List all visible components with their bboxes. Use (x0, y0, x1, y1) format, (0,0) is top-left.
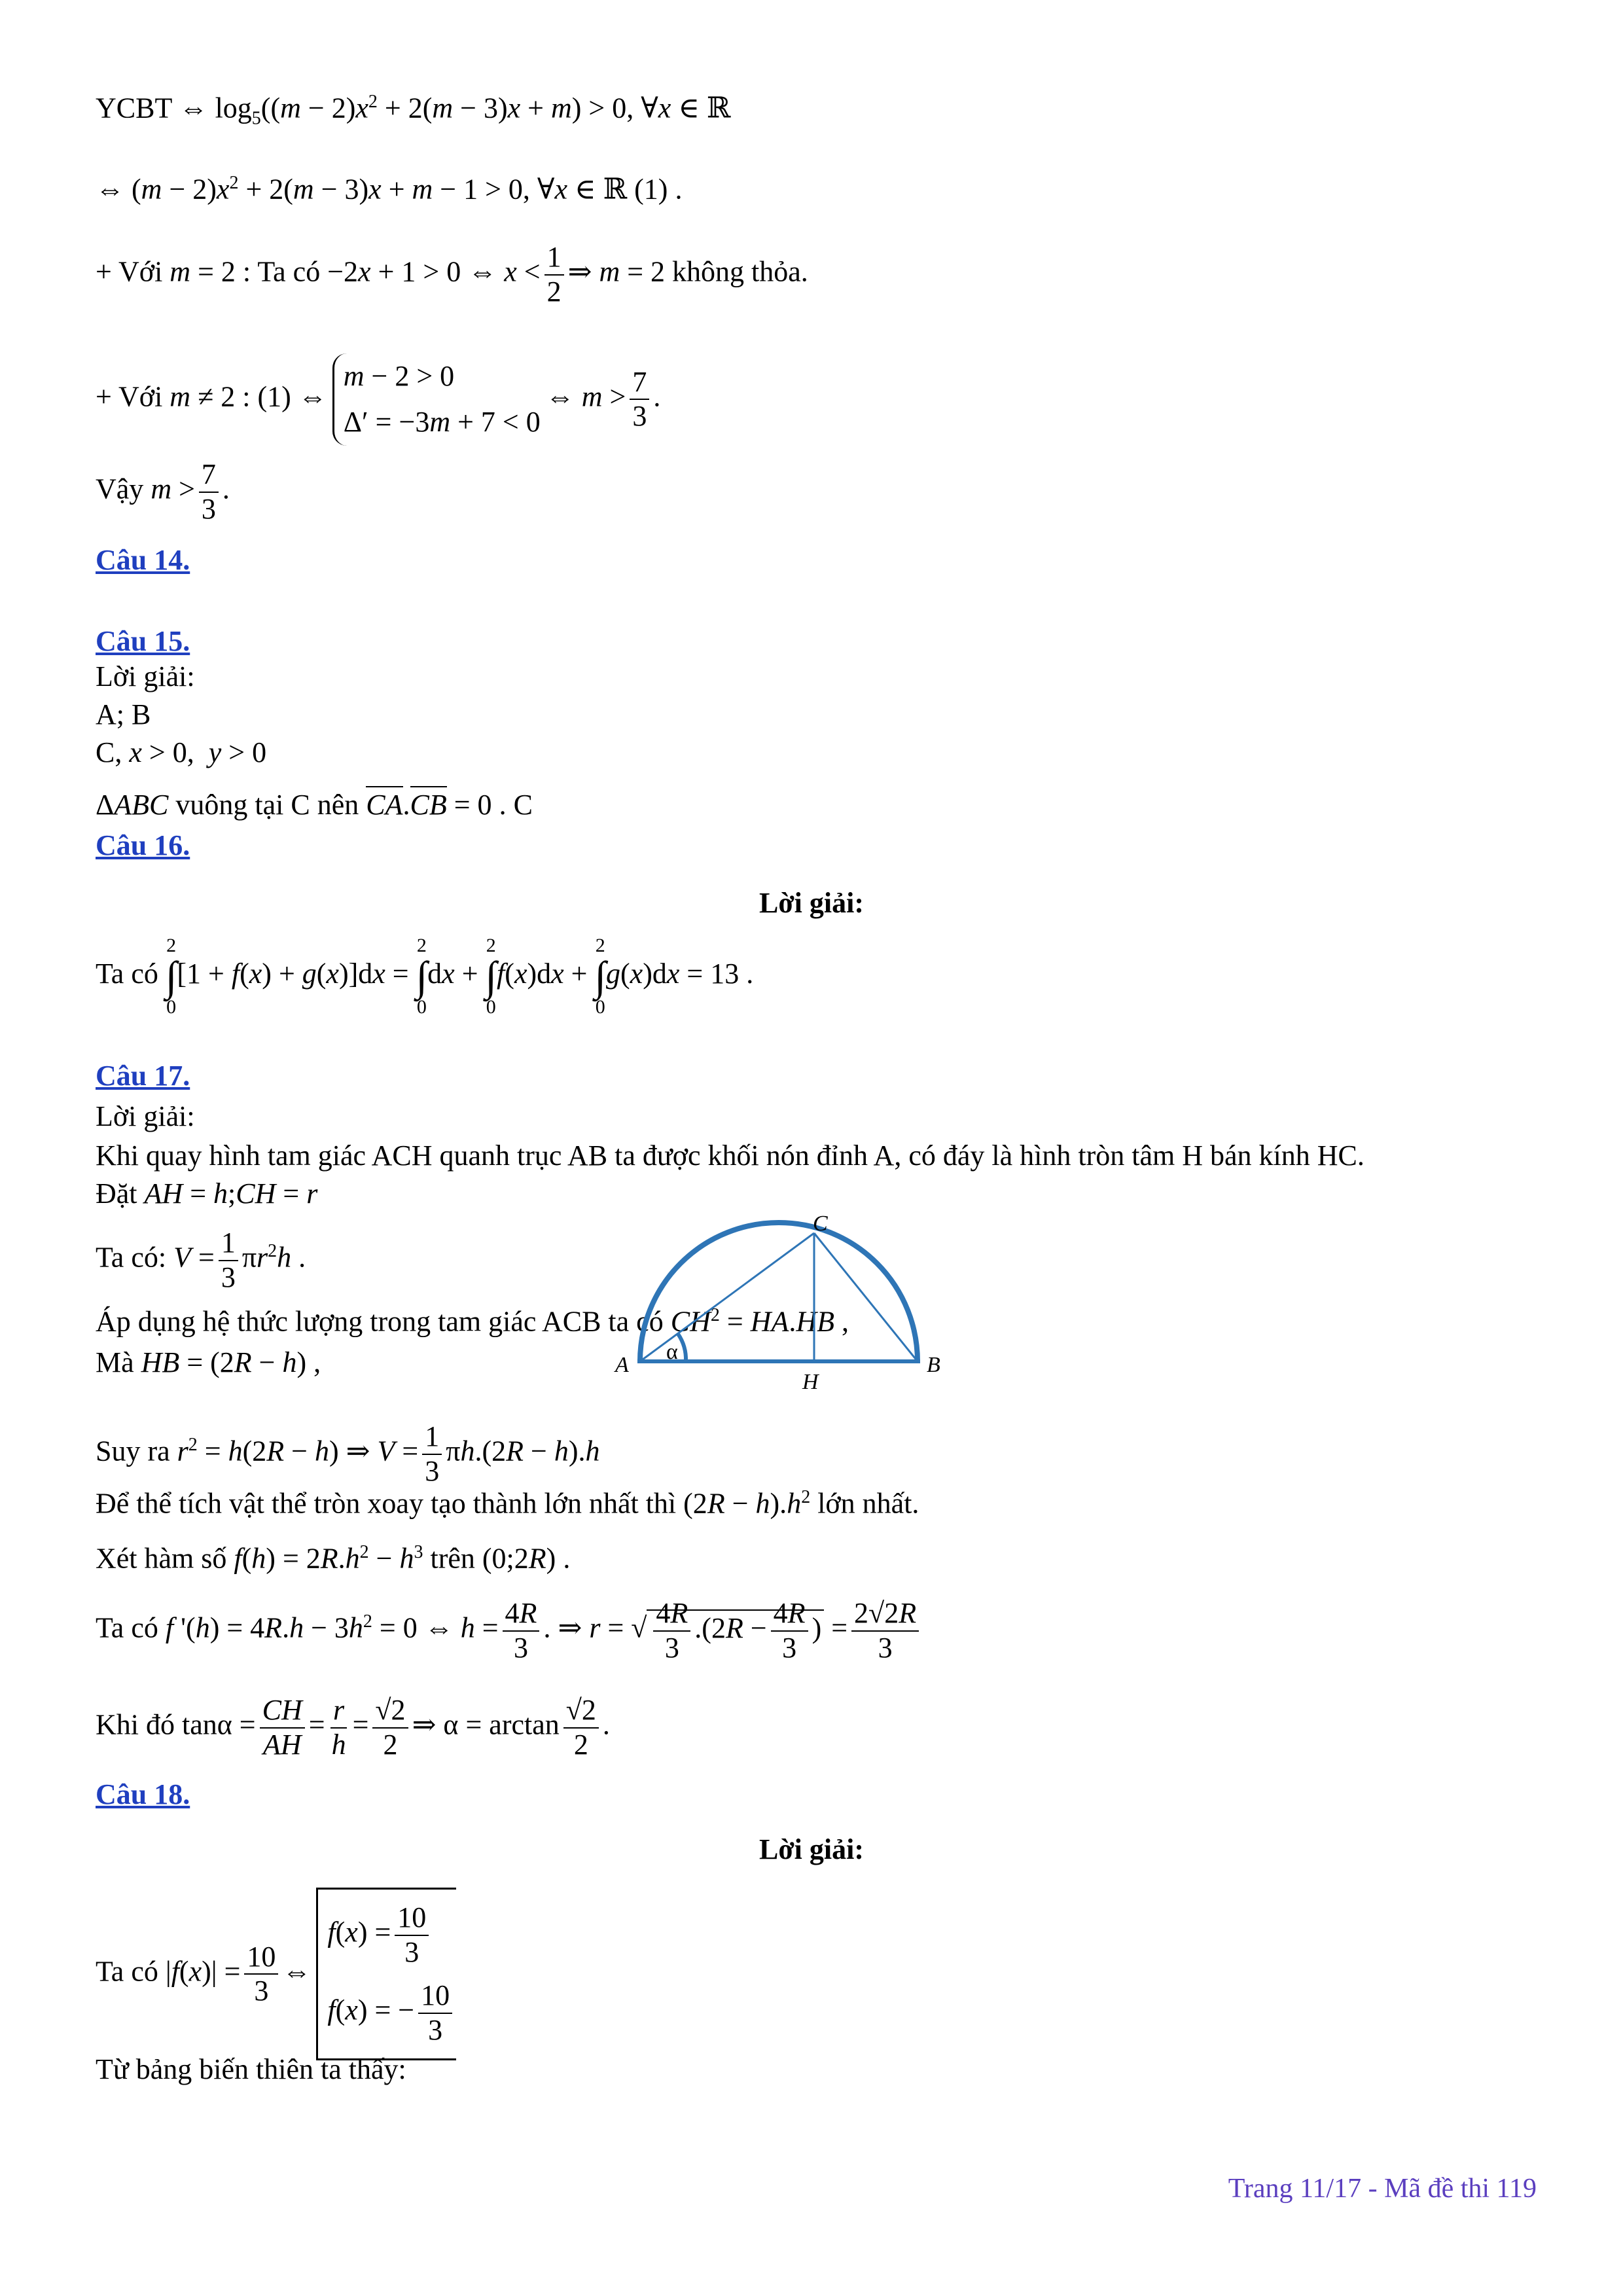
question-16-heading: Câu 16. (96, 829, 190, 861)
c17-apdung: Áp dụng hệ thức lượng trong tam giác ACB ta có (96, 1305, 664, 1338)
c15-c-end: . C (499, 789, 533, 821)
c17-ma-line: Mà HB = (2R − h) , (96, 1346, 321, 1378)
case2-prefix: + Với (96, 380, 163, 413)
c17-derivative-line: Ta có f '$(h) = 4R.h - 3h^2 = 0$ ⇔ h = $\frac{4R}{3}$ . ⇒ r = √ $\frac{4R}{3}$ .(2R − $\frac{4R}{3}$ ) = $\frac{2√2R}{3}$ (96, 1597, 923, 1664)
label-h: H (802, 1370, 819, 1394)
c17-de: Để thể tích vật thể tròn xoay tạo thành lớn nhất thì (96, 1487, 677, 1520)
c15-c: C, (96, 736, 122, 768)
page-footer: Trang 11/17 - Mã đề thi 119 (1228, 2174, 1537, 2204)
label-a: A (615, 1353, 629, 1377)
c17-dat-line: Đặt AH = h;CH = r (96, 1177, 318, 1210)
case-end: không thỏa. (672, 255, 808, 288)
case-prefix: + Với (96, 255, 163, 288)
c18-abs-line: Ta có |f(x)| = $\frac{10}{3}$ ⇔ f(x) = $\frac{10}{3}$ f(x) = − $\frac{10}{3}$ (96, 1888, 461, 2060)
c17-loi-giai: Lời giải: (96, 1100, 195, 1132)
c15-vector-line: ΔABC vuông tại C nên CA.CB = 0 . C (96, 791, 533, 819)
eq-conclusion: Vậy m > $\frac{7}{3}$ . (96, 458, 230, 525)
c17-suyra: Suy ra (96, 1435, 170, 1467)
c17-xet: Xét hàm số (96, 1542, 227, 1575)
c17-khido: Khi đó (96, 1708, 175, 1741)
c17-suyra-line: Suy ra $r^2 = h(2R - h)$ ⇒ V = $\frac{1}{3}$ πh.(2R − h).h (96, 1420, 600, 1487)
c18-tu-line: Từ bảng biến thiên ta thấy: (96, 2053, 406, 2085)
c17-de-end: lớn nhất. (817, 1487, 919, 1520)
c16-integral-line: Ta có 2 ∫ 0 [1 + f(x) + g(x)]dx = 2 ∫ 0 dx + 2 ∫ 0 f(x)dx + 2 ∫ 0 g(x)dx = 13 . (96, 935, 754, 1018)
c18-loi-giai: Lời giải: (758, 1833, 865, 1865)
c17-dat: Đặt (96, 1177, 137, 1210)
c15-c-line: C, x > 0, y > 0 (96, 736, 267, 768)
c15-ab: A; B (96, 698, 151, 730)
question-17-heading: Câu 17. (96, 1060, 190, 1092)
angle-alpha-arc (678, 1334, 686, 1361)
eq-case-mne2: + Với m ≠ 2 : (1) ⇔ m − 2 > 0 Δ′ = −3m + 7 < 0 ⇔ m > $\frac{7}{3}$ . (96, 353, 660, 446)
eq-ycbt: YCBT ⇔ $\log_5((m - 2)x^2 + 2(m - 3)x + m) > 0$, ∀x ∈ ℝ (96, 92, 731, 129)
c17-ma: Mà (96, 1346, 134, 1378)
c17-volume-line: Ta có: V = $\frac{1}{3}$ $\pi r^2h$ . (96, 1227, 306, 1293)
c17-xet-line: Xét hàm số $f(h) = 2R.h^2 - h^3$ trên (0;2R) . (96, 1542, 571, 1575)
question-15-heading: Câu 15. (96, 625, 190, 657)
c17-apdung-line: Áp dụng hệ thức lượng trong tam giác ACB ta có $CH^2 = HA.HB$ , (96, 1305, 849, 1338)
eq-case-m2: + Với m = 2 : Ta có −2x + 1 > 0 ⇔ x < $\frac{1}{2}$ ⇒ m = 2 không thỏa. (96, 241, 808, 308)
semicircle-diagram (609, 1211, 949, 1401)
case-mid: : Ta có (242, 255, 321, 288)
c15-loi-giai: Lời giải: (96, 660, 195, 692)
c15-vuong: vuông tại C nên (175, 789, 359, 821)
c17-taco1: Ta có: (96, 1241, 167, 1274)
c16-taco: Ta có (96, 958, 158, 990)
c17-khido-line: Khi đó tanα = $\frac{CH}{AH}$ = $\frac{r}{h}$ = $\frac{√2}{2}$ ⇒ α = arctan $\frac{√2}{2}$ . (96, 1694, 610, 1761)
label-b: B (927, 1353, 940, 1377)
c17-de-line: Để thể tích vật thể tròn xoay tạo thành lớn nhất thì $(2R - h).h^2$ lớn nhất. (96, 1487, 919, 1520)
vay-label: Vậy (96, 473, 144, 505)
eq-equiv-1: ⇔ $(m - 2)x^2 + 2(m - 3)x + m - 1 > 0$, ∀x ∈ ℝ (1) . (96, 173, 683, 206)
c17-tren: trên (430, 1542, 475, 1575)
ycbt-label: YCBT (96, 92, 172, 124)
question-18-heading: Câu 18. (96, 1778, 190, 1810)
c16-loi-giai: Lời giải: (758, 887, 865, 919)
c18-taco: Ta có (96, 1955, 158, 1988)
question-14-heading: Câu 14. (96, 544, 190, 576)
label-c: C (813, 1211, 828, 1236)
c17-taco2: Ta có (96, 1611, 158, 1644)
label-alpha: α (666, 1340, 678, 1364)
c17-p1: Khi quay hình tam giác ACH quanh trục AB ta được khối nón đỉnh A, có đáy là hình tròn tâm H bán kính HC. (96, 1139, 1364, 1172)
